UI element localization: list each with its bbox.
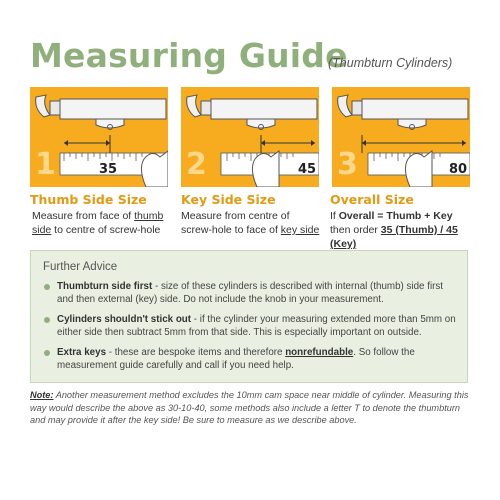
bullet-icon	[44, 284, 50, 290]
step-2-number: 2	[186, 147, 207, 182]
step-1-description: Measure from face of thumb side to centre of screw-hole	[32, 210, 164, 236]
bullet-icon	[44, 350, 50, 356]
further-advice-title: Further Advice	[43, 261, 118, 273]
key-side-term: key side	[280, 224, 320, 236]
order-example: 35 (Thumb) / 45 (Key)	[330, 224, 458, 250]
step-3-illustration	[332, 87, 470, 187]
step-3-caption: Overall Size	[330, 192, 414, 207]
overall-formula: Overall = Thumb + Key	[338, 210, 453, 222]
svg-text:35: 35	[98, 162, 118, 177]
step-2-caption: Key Side Size	[181, 192, 276, 207]
advice-item-extra-keys: Extra keys - these are bespoke items and therefore nonrefundable. So follow the measurement guide carefully and call if you need help.	[57, 347, 415, 371]
step-1-caption: Thumb Side Size	[30, 192, 147, 207]
page-title: Measuring Guide	[30, 36, 348, 75]
page-subtitle: (Thumbturn Cylinders)	[328, 56, 453, 70]
step-2-description: Measure from centre of screw-hole to face of key side	[181, 210, 320, 236]
thumb-side-term: thumb side	[32, 210, 164, 236]
step-3-number: 3	[337, 147, 358, 182]
nonrefundable-term: nonrefundable	[285, 347, 354, 358]
note-label: Note:	[30, 390, 54, 400]
svg-text:45: 45	[297, 162, 317, 177]
advice-item-stick-out: Cylinders shouldn't stick out - if the cylinder your measuring extended more than 5mm on either side then subtract 5mm from that side. This is especially important on outside.	[57, 314, 456, 338]
step-1-illustration	[30, 87, 168, 187]
bullet-icon	[44, 317, 50, 323]
step-3-description: If Overall = Thumb + Key then order 35 (Thumb) / 45 (Key)	[330, 210, 458, 250]
note-paragraph: Note: Another measurement method excludes the 10mm cam space near middle of cylinder. Measuring this way would describe the above as 30-10-40, some methods also include a letter T to denote the thumbturn and may provide it after the key side! Be sure to measure as we describe above.	[30, 390, 469, 425]
advice-item-thumbturn-first: Thumbturn side first - size of these cylinders is described with internal (thumb) side first and then external (key) side. Do not include the knob in your measurement.	[57, 281, 444, 305]
svg-text:80: 80	[448, 162, 468, 177]
step-2-illustration	[181, 87, 319, 187]
further-advice-box	[30, 250, 468, 383]
step-1-number: 1	[35, 147, 56, 182]
title-row	[30, 36, 480, 78]
